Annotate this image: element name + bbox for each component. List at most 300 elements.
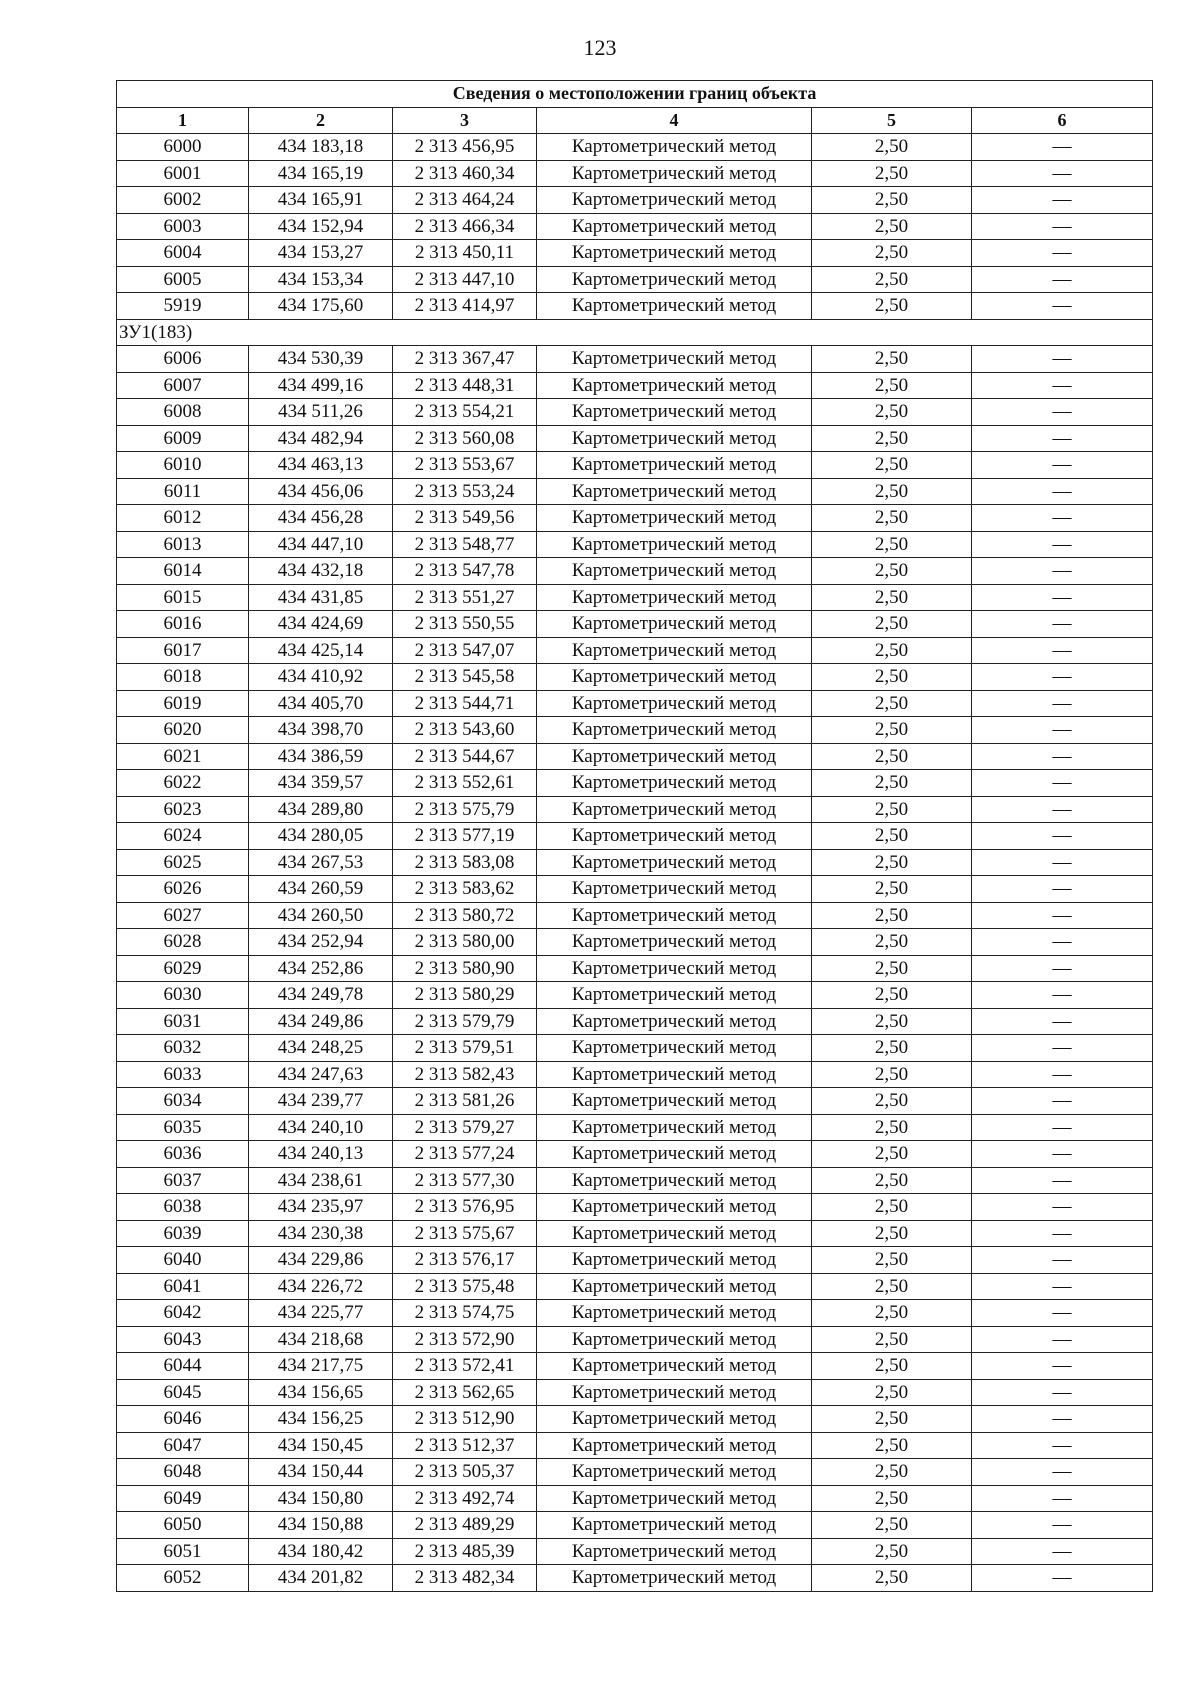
point-number-cell: 6034 bbox=[117, 1088, 249, 1115]
x-coordinate-cell: 434 238,61 bbox=[249, 1167, 393, 1194]
x-coordinate-cell: 434 260,50 bbox=[249, 902, 393, 929]
note-cell: — bbox=[972, 982, 1153, 1009]
point-number-cell: 6007 bbox=[117, 372, 249, 399]
accuracy-cell: 2,50 bbox=[812, 929, 972, 956]
accuracy-cell: 2,50 bbox=[812, 1432, 972, 1459]
method-cell: Картометрический метод bbox=[537, 425, 812, 452]
y-coordinate-cell: 2 313 414,97 bbox=[393, 293, 537, 320]
note-cell: — bbox=[972, 399, 1153, 426]
y-coordinate-cell: 2 313 485,39 bbox=[393, 1538, 537, 1565]
table-row bbox=[117, 213, 1153, 240]
y-coordinate-cell: 2 313 554,21 bbox=[393, 399, 537, 426]
accuracy-cell: 2,50 bbox=[812, 1114, 972, 1141]
note-cell: — bbox=[972, 929, 1153, 956]
y-coordinate-cell: 2 313 456,95 bbox=[393, 134, 537, 161]
x-coordinate-cell: 434 511,26 bbox=[249, 399, 393, 426]
table-row bbox=[117, 160, 1153, 187]
accuracy-cell: 2,50 bbox=[812, 346, 972, 373]
x-coordinate-cell: 434 267,53 bbox=[249, 849, 393, 876]
x-coordinate-cell: 434 175,60 bbox=[249, 293, 393, 320]
method-cell: Картометрический метод bbox=[537, 1273, 812, 1300]
table-row bbox=[117, 505, 1153, 532]
y-coordinate-cell: 2 313 492,74 bbox=[393, 1485, 537, 1512]
accuracy-cell: 2,50 bbox=[812, 902, 972, 929]
x-coordinate-cell: 434 240,10 bbox=[249, 1114, 393, 1141]
accuracy-cell: 2,50 bbox=[812, 584, 972, 611]
note-cell: — bbox=[972, 346, 1153, 373]
accuracy-cell: 2,50 bbox=[812, 611, 972, 638]
point-number-cell: 6005 bbox=[117, 266, 249, 293]
table-row bbox=[117, 1247, 1153, 1274]
accuracy-cell: 2,50 bbox=[812, 399, 972, 426]
note-cell: — bbox=[972, 1565, 1153, 1592]
table-row bbox=[117, 531, 1153, 558]
accuracy-cell: 2,50 bbox=[812, 558, 972, 585]
point-number-cell: 6030 bbox=[117, 982, 249, 1009]
table-row bbox=[117, 902, 1153, 929]
method-cell: Картометрический метод bbox=[537, 1432, 812, 1459]
accuracy-cell: 2,50 bbox=[812, 213, 972, 240]
table-row bbox=[117, 293, 1153, 320]
accuracy-cell: 2,50 bbox=[812, 982, 972, 1009]
y-coordinate-cell: 2 313 582,43 bbox=[393, 1061, 537, 1088]
x-coordinate-cell: 434 150,45 bbox=[249, 1432, 393, 1459]
note-cell: — bbox=[972, 1459, 1153, 1486]
method-cell: Картометрический метод bbox=[537, 584, 812, 611]
x-coordinate-cell: 434 153,34 bbox=[249, 266, 393, 293]
method-cell: Картометрический метод bbox=[537, 717, 812, 744]
y-coordinate-cell: 2 313 577,24 bbox=[393, 1141, 537, 1168]
table-row bbox=[117, 187, 1153, 214]
table-row bbox=[117, 266, 1153, 293]
method-cell: Картометрический метод bbox=[537, 1114, 812, 1141]
method-cell: Картометрический метод bbox=[537, 1326, 812, 1353]
y-coordinate-cell: 2 313 575,48 bbox=[393, 1273, 537, 1300]
point-number-cell: 6026 bbox=[117, 876, 249, 903]
point-number-cell: 6047 bbox=[117, 1432, 249, 1459]
method-cell: Картометрический метод bbox=[537, 611, 812, 638]
accuracy-cell: 2,50 bbox=[812, 505, 972, 532]
y-coordinate-cell: 2 313 580,00 bbox=[393, 929, 537, 956]
x-coordinate-cell: 434 249,86 bbox=[249, 1008, 393, 1035]
note-cell: — bbox=[972, 1485, 1153, 1512]
x-coordinate-cell: 434 398,70 bbox=[249, 717, 393, 744]
accuracy-cell: 2,50 bbox=[812, 796, 972, 823]
accuracy-cell: 2,50 bbox=[812, 1538, 972, 1565]
boundary-coordinates-table bbox=[116, 80, 1153, 1592]
y-coordinate-cell: 2 313 505,37 bbox=[393, 1459, 537, 1486]
method-cell: Картометрический метод bbox=[537, 1167, 812, 1194]
y-coordinate-cell: 2 313 547,78 bbox=[393, 558, 537, 585]
note-cell: — bbox=[972, 372, 1153, 399]
table-row bbox=[117, 743, 1153, 770]
x-coordinate-cell: 434 249,78 bbox=[249, 982, 393, 1009]
method-cell: Картометрический метод bbox=[537, 1247, 812, 1274]
method-cell: Картометрический метод bbox=[537, 1538, 812, 1565]
table-row bbox=[117, 425, 1153, 452]
point-number-cell: 6040 bbox=[117, 1247, 249, 1274]
y-coordinate-cell: 2 313 552,61 bbox=[393, 770, 537, 797]
accuracy-cell: 2,50 bbox=[812, 1565, 972, 1592]
table-row bbox=[117, 796, 1153, 823]
y-coordinate-cell: 2 313 447,10 bbox=[393, 266, 537, 293]
point-number-cell: 6032 bbox=[117, 1035, 249, 1062]
y-coordinate-cell: 2 313 550,55 bbox=[393, 611, 537, 638]
method-cell: Картометрический метод bbox=[537, 293, 812, 320]
point-number-cell: 6022 bbox=[117, 770, 249, 797]
section-row bbox=[117, 319, 1153, 346]
y-coordinate-cell: 2 313 482,34 bbox=[393, 1565, 537, 1592]
y-coordinate-cell: 2 313 562,65 bbox=[393, 1379, 537, 1406]
method-cell: Картометрический метод bbox=[537, 690, 812, 717]
x-coordinate-cell: 434 152,94 bbox=[249, 213, 393, 240]
point-number-cell: 6009 bbox=[117, 425, 249, 452]
point-number-cell: 6042 bbox=[117, 1300, 249, 1327]
point-number-cell: 6050 bbox=[117, 1512, 249, 1539]
method-cell: Картометрический метод bbox=[537, 849, 812, 876]
accuracy-cell: 2,50 bbox=[812, 134, 972, 161]
method-cell: Картометрический метод bbox=[537, 796, 812, 823]
x-coordinate-cell: 434 359,57 bbox=[249, 770, 393, 797]
point-number-cell: 6044 bbox=[117, 1353, 249, 1380]
point-number-cell: 6052 bbox=[117, 1565, 249, 1592]
accuracy-cell: 2,50 bbox=[812, 1061, 972, 1088]
note-cell: — bbox=[972, 1167, 1153, 1194]
accuracy-cell: 2,50 bbox=[812, 1512, 972, 1539]
accuracy-cell: 2,50 bbox=[812, 1326, 972, 1353]
x-coordinate-cell: 434 156,65 bbox=[249, 1379, 393, 1406]
accuracy-cell: 2,50 bbox=[812, 293, 972, 320]
method-cell: Картометрический метод bbox=[537, 955, 812, 982]
note-cell: — bbox=[972, 505, 1153, 532]
point-number-cell: 6014 bbox=[117, 558, 249, 585]
accuracy-cell: 2,50 bbox=[812, 690, 972, 717]
point-number-cell: 6012 bbox=[117, 505, 249, 532]
section-label: ЗУ1(183) bbox=[117, 319, 1153, 346]
accuracy-cell: 2,50 bbox=[812, 240, 972, 267]
y-coordinate-cell: 2 313 548,77 bbox=[393, 531, 537, 558]
x-coordinate-cell: 434 225,77 bbox=[249, 1300, 393, 1327]
table-row bbox=[117, 876, 1153, 903]
x-coordinate-cell: 434 252,86 bbox=[249, 955, 393, 982]
y-coordinate-cell: 2 313 544,71 bbox=[393, 690, 537, 717]
note-cell: — bbox=[972, 1008, 1153, 1035]
note-cell: — bbox=[972, 160, 1153, 187]
accuracy-cell: 2,50 bbox=[812, 1406, 972, 1433]
y-coordinate-cell: 2 313 574,75 bbox=[393, 1300, 537, 1327]
accuracy-cell: 2,50 bbox=[812, 823, 972, 850]
table-title: Сведения о местоположении границ объекта bbox=[117, 81, 1153, 108]
table-row bbox=[117, 399, 1153, 426]
note-cell: — bbox=[972, 955, 1153, 982]
point-number-cell: 6006 bbox=[117, 346, 249, 373]
method-cell: Картометрический метод bbox=[537, 558, 812, 585]
point-number-cell: 6018 bbox=[117, 664, 249, 691]
accuracy-cell: 2,50 bbox=[812, 187, 972, 214]
table-row bbox=[117, 452, 1153, 479]
note-cell: — bbox=[972, 717, 1153, 744]
y-coordinate-cell: 2 313 579,27 bbox=[393, 1114, 537, 1141]
x-coordinate-cell: 434 260,59 bbox=[249, 876, 393, 903]
note-cell: — bbox=[972, 584, 1153, 611]
point-number-cell: 6048 bbox=[117, 1459, 249, 1486]
note-cell: — bbox=[972, 478, 1153, 505]
table-row bbox=[117, 1141, 1153, 1168]
point-number-cell: 6029 bbox=[117, 955, 249, 982]
table-row bbox=[117, 372, 1153, 399]
accuracy-cell: 2,50 bbox=[812, 1459, 972, 1486]
point-number-cell: 6046 bbox=[117, 1406, 249, 1433]
y-coordinate-cell: 2 313 560,08 bbox=[393, 425, 537, 452]
x-coordinate-cell: 434 239,77 bbox=[249, 1088, 393, 1115]
y-coordinate-cell: 2 313 549,56 bbox=[393, 505, 537, 532]
y-coordinate-cell: 2 313 450,11 bbox=[393, 240, 537, 267]
point-number-cell: 6017 bbox=[117, 637, 249, 664]
accuracy-cell: 2,50 bbox=[812, 1353, 972, 1380]
point-number-cell: 6038 bbox=[117, 1194, 249, 1221]
note-cell: — bbox=[972, 690, 1153, 717]
method-cell: Картометрический метод bbox=[537, 1512, 812, 1539]
column-header: 5 bbox=[812, 107, 972, 134]
point-number-cell: 6004 bbox=[117, 240, 249, 267]
point-number-cell: 6019 bbox=[117, 690, 249, 717]
method-cell: Картометрический метод bbox=[537, 664, 812, 691]
accuracy-cell: 2,50 bbox=[812, 160, 972, 187]
note-cell: — bbox=[972, 425, 1153, 452]
method-cell: Картометрический метод bbox=[537, 213, 812, 240]
point-number-cell: 6002 bbox=[117, 187, 249, 214]
x-coordinate-cell: 434 456,28 bbox=[249, 505, 393, 532]
x-coordinate-cell: 434 463,13 bbox=[249, 452, 393, 479]
method-cell: Картометрический метод bbox=[537, 982, 812, 1009]
point-number-cell: 6033 bbox=[117, 1061, 249, 1088]
table-row bbox=[117, 717, 1153, 744]
point-number-cell: 6025 bbox=[117, 849, 249, 876]
method-cell: Картометрический метод bbox=[537, 1300, 812, 1327]
point-number-cell: 6027 bbox=[117, 902, 249, 929]
x-coordinate-cell: 434 183,18 bbox=[249, 134, 393, 161]
accuracy-cell: 2,50 bbox=[812, 1220, 972, 1247]
x-coordinate-cell: 434 431,85 bbox=[249, 584, 393, 611]
method-cell: Картометрический метод bbox=[537, 637, 812, 664]
point-number-cell: 6035 bbox=[117, 1114, 249, 1141]
note-cell: — bbox=[972, 452, 1153, 479]
column-header-row bbox=[117, 107, 1153, 134]
table-row bbox=[117, 1432, 1153, 1459]
point-number-cell: 6043 bbox=[117, 1326, 249, 1353]
y-coordinate-cell: 2 313 553,24 bbox=[393, 478, 537, 505]
method-cell: Картометрический метод bbox=[537, 505, 812, 532]
y-coordinate-cell: 2 313 575,67 bbox=[393, 1220, 537, 1247]
note-cell: — bbox=[972, 1353, 1153, 1380]
note-cell: — bbox=[972, 1379, 1153, 1406]
y-coordinate-cell: 2 313 464,24 bbox=[393, 187, 537, 214]
table-row bbox=[117, 1061, 1153, 1088]
x-coordinate-cell: 434 289,80 bbox=[249, 796, 393, 823]
method-cell: Картометрический метод bbox=[537, 1088, 812, 1115]
y-coordinate-cell: 2 313 543,60 bbox=[393, 717, 537, 744]
point-number-cell: 6020 bbox=[117, 717, 249, 744]
note-cell: — bbox=[972, 1538, 1153, 1565]
accuracy-cell: 2,50 bbox=[812, 452, 972, 479]
y-coordinate-cell: 2 313 544,67 bbox=[393, 743, 537, 770]
method-cell: Картометрический метод bbox=[537, 187, 812, 214]
method-cell: Картометрический метод bbox=[537, 1194, 812, 1221]
note-cell: — bbox=[972, 1432, 1153, 1459]
x-coordinate-cell: 434 424,69 bbox=[249, 611, 393, 638]
note-cell: — bbox=[972, 558, 1153, 585]
column-header: 1 bbox=[117, 107, 249, 134]
method-cell: Картометрический метод bbox=[537, 1379, 812, 1406]
point-number-cell: 6008 bbox=[117, 399, 249, 426]
table-row bbox=[117, 1485, 1153, 1512]
method-cell: Картометрический метод bbox=[537, 160, 812, 187]
method-cell: Картометрический метод bbox=[537, 372, 812, 399]
y-coordinate-cell: 2 313 583,62 bbox=[393, 876, 537, 903]
point-number-cell: 6049 bbox=[117, 1485, 249, 1512]
method-cell: Картометрический метод bbox=[537, 478, 812, 505]
table-row bbox=[117, 346, 1153, 373]
table-row bbox=[117, 664, 1153, 691]
point-number-cell: 6023 bbox=[117, 796, 249, 823]
note-cell: — bbox=[972, 1220, 1153, 1247]
note-cell: — bbox=[972, 1300, 1153, 1327]
y-coordinate-cell: 2 313 547,07 bbox=[393, 637, 537, 664]
x-coordinate-cell: 434 530,39 bbox=[249, 346, 393, 373]
page-number: 123 bbox=[583, 35, 617, 60]
note-cell: — bbox=[972, 1194, 1153, 1221]
y-coordinate-cell: 2 313 576,95 bbox=[393, 1194, 537, 1221]
table-row bbox=[117, 611, 1153, 638]
x-coordinate-cell: 434 410,92 bbox=[249, 664, 393, 691]
table-row bbox=[117, 955, 1153, 982]
x-coordinate-cell: 434 165,19 bbox=[249, 160, 393, 187]
x-coordinate-cell: 434 386,59 bbox=[249, 743, 393, 770]
accuracy-cell: 2,50 bbox=[812, 955, 972, 982]
table-row bbox=[117, 823, 1153, 850]
column-header: 4 bbox=[537, 107, 812, 134]
point-number-cell: 6010 bbox=[117, 452, 249, 479]
method-cell: Картометрический метод bbox=[537, 399, 812, 426]
x-coordinate-cell: 434 226,72 bbox=[249, 1273, 393, 1300]
method-cell: Картометрический метод bbox=[537, 240, 812, 267]
y-coordinate-cell: 2 313 575,79 bbox=[393, 796, 537, 823]
table-row bbox=[117, 1353, 1153, 1380]
y-coordinate-cell: 2 313 577,19 bbox=[393, 823, 537, 850]
table-row bbox=[117, 240, 1153, 267]
x-coordinate-cell: 434 247,63 bbox=[249, 1061, 393, 1088]
y-coordinate-cell: 2 313 572,41 bbox=[393, 1353, 537, 1380]
y-coordinate-cell: 2 313 579,79 bbox=[393, 1008, 537, 1035]
point-number-cell: 6003 bbox=[117, 213, 249, 240]
table-row bbox=[117, 1088, 1153, 1115]
accuracy-cell: 2,50 bbox=[812, 664, 972, 691]
column-header: 6 bbox=[972, 107, 1153, 134]
point-number-cell: 6031 bbox=[117, 1008, 249, 1035]
table-row bbox=[117, 1273, 1153, 1300]
table-row bbox=[117, 1538, 1153, 1565]
accuracy-cell: 2,50 bbox=[812, 478, 972, 505]
x-coordinate-cell: 434 150,80 bbox=[249, 1485, 393, 1512]
table-row bbox=[117, 690, 1153, 717]
x-coordinate-cell: 434 156,25 bbox=[249, 1406, 393, 1433]
note-cell: — bbox=[972, 611, 1153, 638]
x-coordinate-cell: 434 218,68 bbox=[249, 1326, 393, 1353]
accuracy-cell: 2,50 bbox=[812, 1088, 972, 1115]
method-cell: Картометрический метод bbox=[537, 134, 812, 161]
y-coordinate-cell: 2 313 466,34 bbox=[393, 213, 537, 240]
note-cell: — bbox=[972, 1114, 1153, 1141]
table-row bbox=[117, 1406, 1153, 1433]
x-coordinate-cell: 434 235,97 bbox=[249, 1194, 393, 1221]
table-title-row bbox=[117, 81, 1153, 108]
method-cell: Картометрический метод bbox=[537, 770, 812, 797]
x-coordinate-cell: 434 217,75 bbox=[249, 1353, 393, 1380]
method-cell: Картометрический метод bbox=[537, 452, 812, 479]
note-cell: — bbox=[972, 293, 1153, 320]
x-coordinate-cell: 434 447,10 bbox=[249, 531, 393, 558]
x-coordinate-cell: 434 230,38 bbox=[249, 1220, 393, 1247]
note-cell: — bbox=[972, 1247, 1153, 1274]
point-number-cell: 6013 bbox=[117, 531, 249, 558]
point-number-cell: 5919 bbox=[117, 293, 249, 320]
accuracy-cell: 2,50 bbox=[812, 1273, 972, 1300]
accuracy-cell: 2,50 bbox=[812, 637, 972, 664]
note-cell: — bbox=[972, 1326, 1153, 1353]
table-row bbox=[117, 1565, 1153, 1592]
y-coordinate-cell: 2 313 545,58 bbox=[393, 664, 537, 691]
point-number-cell: 6036 bbox=[117, 1141, 249, 1168]
table-row bbox=[117, 1459, 1153, 1486]
accuracy-cell: 2,50 bbox=[812, 717, 972, 744]
accuracy-cell: 2,50 bbox=[812, 531, 972, 558]
note-cell: — bbox=[972, 876, 1153, 903]
x-coordinate-cell: 434 405,70 bbox=[249, 690, 393, 717]
x-coordinate-cell: 434 456,06 bbox=[249, 478, 393, 505]
accuracy-cell: 2,50 bbox=[812, 1141, 972, 1168]
y-coordinate-cell: 2 313 572,90 bbox=[393, 1326, 537, 1353]
table-row bbox=[117, 1167, 1153, 1194]
point-number-cell: 6037 bbox=[117, 1167, 249, 1194]
method-cell: Картометрический метод bbox=[537, 1220, 812, 1247]
method-cell: Картометрический метод bbox=[537, 346, 812, 373]
column-header: 3 bbox=[393, 107, 537, 134]
table-row bbox=[117, 584, 1153, 611]
table-row bbox=[117, 849, 1153, 876]
table-row bbox=[117, 1512, 1153, 1539]
note-cell: — bbox=[972, 1141, 1153, 1168]
note-cell: — bbox=[972, 664, 1153, 691]
x-coordinate-cell: 434 150,44 bbox=[249, 1459, 393, 1486]
point-number-cell: 6001 bbox=[117, 160, 249, 187]
accuracy-cell: 2,50 bbox=[812, 1485, 972, 1512]
y-coordinate-cell: 2 313 512,37 bbox=[393, 1432, 537, 1459]
method-cell: Картометрический метод bbox=[537, 531, 812, 558]
y-coordinate-cell: 2 313 367,47 bbox=[393, 346, 537, 373]
accuracy-cell: 2,50 bbox=[812, 1008, 972, 1035]
x-coordinate-cell: 434 482,94 bbox=[249, 425, 393, 452]
x-coordinate-cell: 434 280,05 bbox=[249, 823, 393, 850]
accuracy-cell: 2,50 bbox=[812, 743, 972, 770]
point-number-cell: 6045 bbox=[117, 1379, 249, 1406]
note-cell: — bbox=[972, 796, 1153, 823]
table-row bbox=[117, 134, 1153, 161]
accuracy-cell: 2,50 bbox=[812, 1035, 972, 1062]
point-number-cell: 6041 bbox=[117, 1273, 249, 1300]
method-cell: Картометрический метод bbox=[537, 743, 812, 770]
note-cell: — bbox=[972, 134, 1153, 161]
y-coordinate-cell: 2 313 583,08 bbox=[393, 849, 537, 876]
